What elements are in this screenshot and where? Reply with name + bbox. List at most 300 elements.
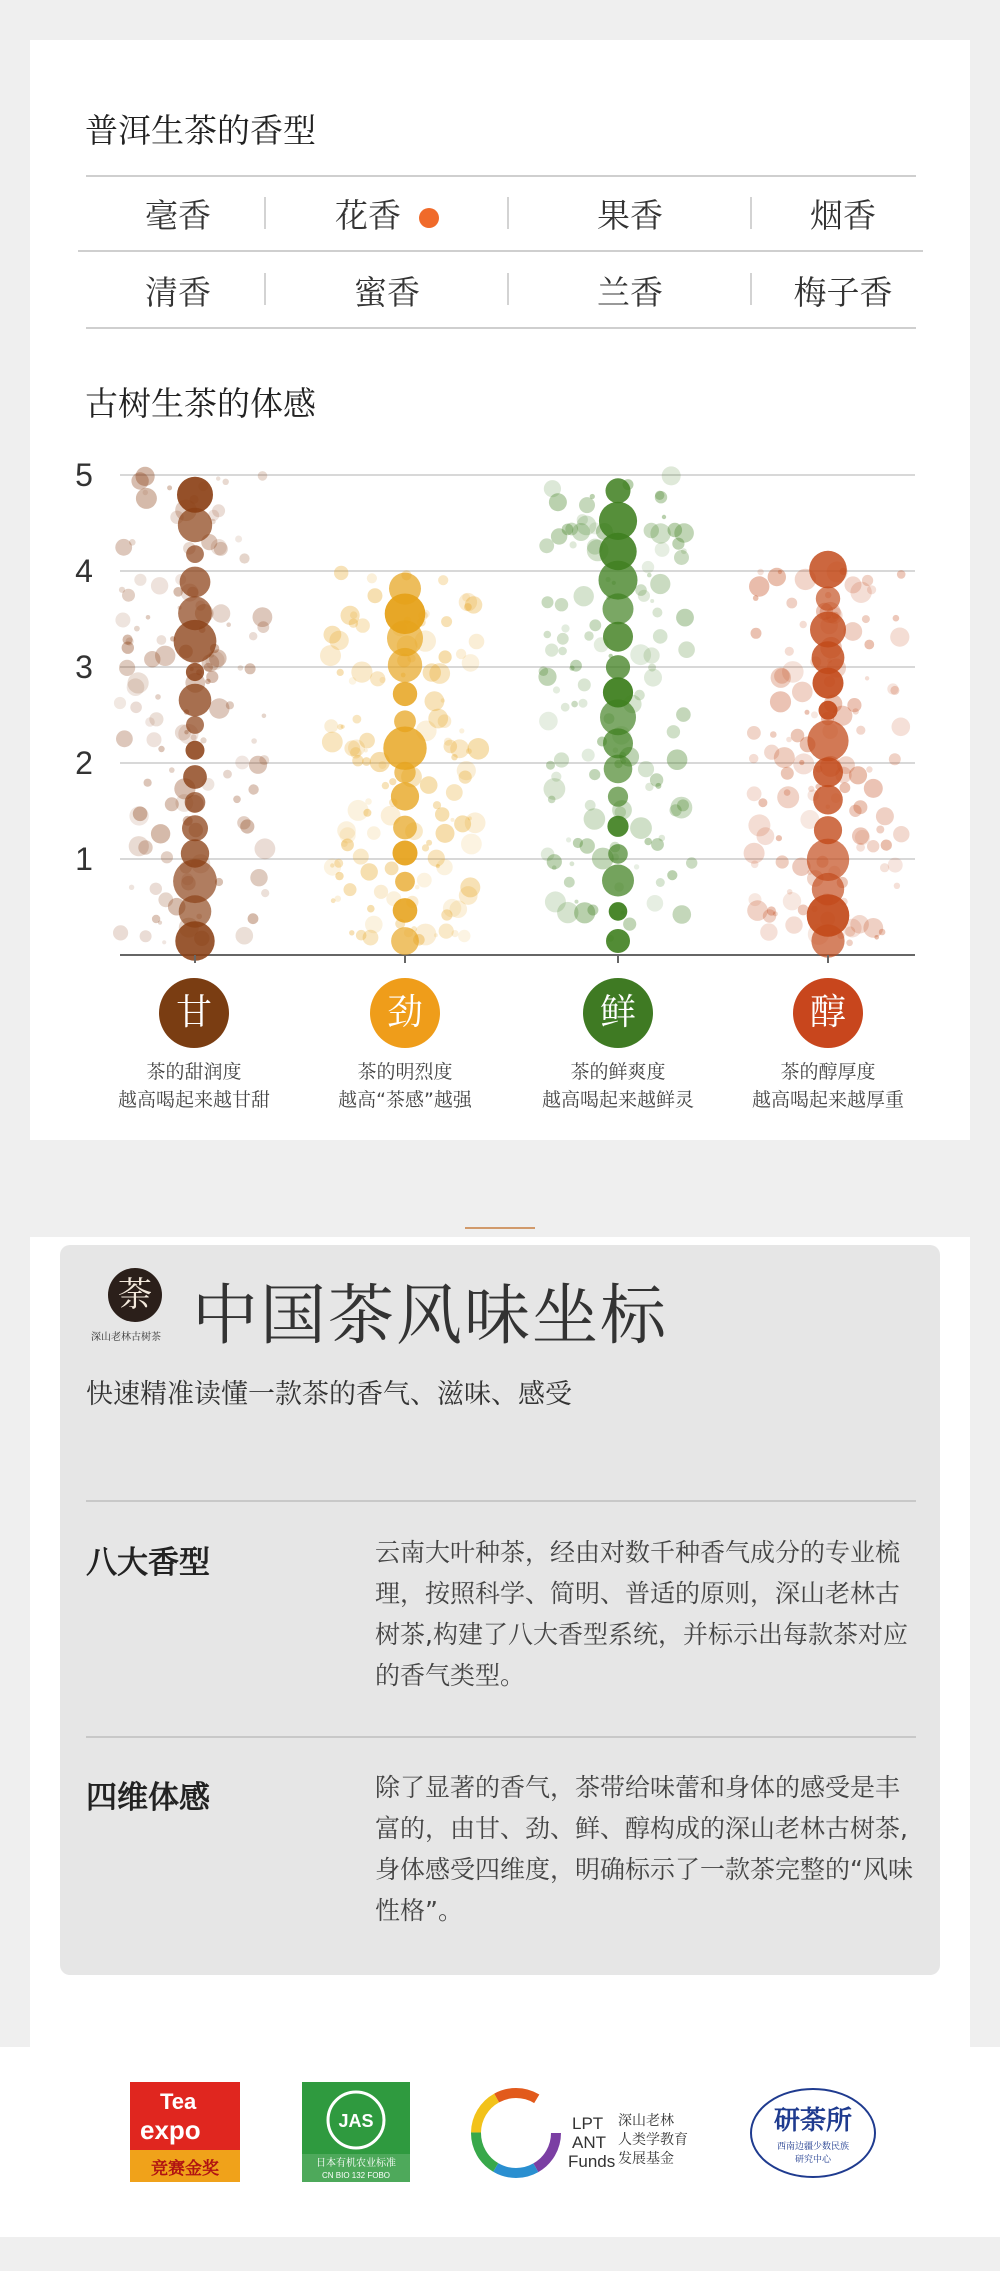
divider (507, 197, 509, 229)
scatter-point (852, 827, 869, 844)
scatter-point (630, 817, 652, 839)
scatter-point (603, 677, 633, 707)
scatter-point (235, 756, 249, 770)
scatter-point (542, 596, 554, 608)
scatter-point (770, 691, 791, 712)
y-tick-label: 1 (75, 841, 93, 877)
lpt-text: LPT (572, 2114, 604, 2133)
tea-expo-text: expo (140, 2115, 201, 2145)
scatter-point (460, 877, 480, 897)
scatter-point (667, 870, 677, 880)
scatter-point (561, 703, 570, 712)
scatter-point (349, 930, 354, 935)
scatter-point (582, 749, 595, 762)
scatter-point (889, 753, 901, 765)
scatter-point (642, 561, 654, 573)
scatter-point (681, 548, 687, 554)
scatter-point (608, 787, 628, 807)
aroma-table (78, 175, 923, 330)
scatter-point (571, 701, 578, 708)
dimension-caption (300, 1058, 510, 1114)
scatter-point (123, 635, 133, 645)
scatter-point (608, 844, 628, 864)
aroma-label: 花香 (335, 196, 401, 235)
scatter-point (450, 900, 468, 918)
certification-footer (0, 2047, 1000, 2237)
aroma-cell: 兰香 (597, 273, 663, 312)
scatter-point (151, 824, 170, 843)
y-tick-label: 3 (75, 649, 93, 685)
scatter-point (747, 726, 761, 740)
scatter-point (240, 819, 254, 833)
scatter-point (770, 731, 777, 738)
aroma-cell-highlighted (287, 190, 487, 237)
scatter-point (846, 940, 853, 947)
scatter-point (393, 841, 418, 866)
y-tick-label: 5 (75, 457, 93, 493)
scatter-point (451, 754, 457, 760)
scatter-point (662, 466, 681, 485)
dimension-xian (513, 978, 723, 1114)
scatter-point (337, 669, 344, 676)
scatter-point (235, 536, 242, 543)
scatter-point (113, 925, 128, 940)
scatter-point (169, 767, 175, 773)
divider (507, 273, 509, 305)
scatter-point (439, 924, 454, 939)
scatter-point (152, 915, 160, 923)
dimension-caption (723, 1058, 933, 1114)
scatter-point (749, 893, 762, 906)
scatter-point (785, 916, 802, 933)
scatter-point (888, 858, 903, 873)
scatter-point (751, 861, 759, 869)
scatter-point (239, 553, 249, 563)
scatter-point (155, 646, 175, 666)
scatter-point (570, 541, 577, 548)
scatter-point (417, 873, 432, 888)
body-sense-chart (0, 440, 1000, 965)
highlight-dot-icon (419, 208, 439, 228)
jas-logo (302, 2082, 410, 2182)
scatter-point (394, 710, 416, 732)
scatter-point (757, 569, 763, 575)
scatter-point (672, 538, 684, 550)
institute-title: 研荼所 (773, 2106, 853, 2136)
scatter-point (805, 710, 810, 715)
scatter-point (147, 732, 162, 747)
scatter-point (539, 666, 549, 676)
scatter-point (158, 746, 164, 752)
scatter-point (391, 927, 419, 955)
scatter-point (367, 573, 377, 583)
scatter-point (393, 816, 417, 840)
scatter-point (223, 479, 229, 485)
scatter-point (329, 631, 348, 650)
scatter-point (635, 584, 647, 596)
scatter-point (238, 665, 244, 671)
scatter-point (876, 807, 894, 825)
scatter-point (223, 770, 232, 779)
scatter-point (255, 838, 276, 859)
scatter-point (236, 927, 254, 945)
scatter-point (816, 586, 840, 610)
divider (86, 327, 916, 329)
scatter-point (561, 624, 569, 632)
scatter-point (150, 883, 162, 895)
tea-expo-logo (130, 2082, 240, 2182)
scatter-point (258, 471, 268, 481)
scatter-point (146, 615, 151, 620)
scatter-point (810, 612, 846, 648)
scatter-point (251, 738, 257, 744)
scatter-point (638, 761, 654, 777)
scatter-point (157, 635, 167, 645)
scatter-point (539, 538, 554, 553)
aroma-cell: 清香 (145, 273, 211, 312)
scatter-point (119, 660, 135, 676)
scatter-point (545, 891, 566, 912)
scatter-point (468, 738, 490, 760)
scatter-point (849, 805, 861, 817)
scatter-point (552, 865, 557, 870)
aroma-section-title: 普洱生茶的香型 (85, 111, 316, 150)
scatter-point (184, 730, 188, 734)
scatter-point (337, 821, 356, 840)
scatter-point (652, 608, 662, 618)
scatter-point (555, 598, 568, 611)
scatter-point (226, 622, 231, 627)
scatter-point (813, 757, 843, 787)
scatter-point (259, 755, 269, 765)
scatter-point (324, 859, 341, 876)
scatter-point (892, 718, 911, 737)
tea-expo-badge: 竞赛金奖 (151, 2159, 219, 2179)
scatter-point (129, 885, 134, 890)
scatter-point (248, 784, 258, 794)
scatter-point (362, 757, 371, 766)
scatter-point (590, 494, 595, 499)
scatter-point (545, 644, 558, 657)
scatter-point (180, 567, 211, 598)
scatter-point (216, 476, 220, 480)
scatter-point (650, 574, 670, 594)
scatter-point (385, 862, 399, 876)
scatter-point (551, 528, 567, 544)
scatter-point (245, 663, 256, 674)
scatter-point (604, 755, 633, 784)
scatter-point (356, 618, 370, 632)
scatter-point (667, 749, 688, 770)
scatter-point (814, 816, 842, 844)
lpt-ant-funds-logo (468, 2081, 698, 2185)
scatter-point (607, 816, 628, 837)
scatter-point (758, 798, 767, 807)
scatter-point (444, 738, 452, 746)
scatter-point (212, 604, 230, 622)
scatter-point (599, 502, 637, 540)
lpt-text: 深山老林 (618, 2113, 674, 2129)
scatter-point (359, 733, 375, 749)
scatter-point (850, 915, 869, 934)
gan-icon: 甘 (159, 978, 229, 1048)
scatter-point (322, 732, 343, 753)
scatter-point (544, 631, 552, 639)
scatter-point (864, 640, 874, 650)
scatter-point (182, 815, 208, 841)
feature-text-body: 除了显著的香气，茶带给味蕾和身体的感受是丰富的，由甘、劲、鲜、醇构成的深山老林古树茶,身体感受四维度，明确标示了一款茶完整的“风味性格”。 (375, 1773, 913, 1925)
scatter-point (249, 632, 257, 640)
scatter-point (894, 883, 900, 889)
scatter-point (554, 752, 569, 767)
scatter-point (122, 589, 135, 602)
scatter-point (897, 570, 906, 579)
scatter-point (764, 745, 779, 760)
scatter-point (140, 930, 152, 942)
tea-expo-text: Tea (160, 2089, 197, 2114)
scatter-point (393, 682, 417, 706)
scatter-point (186, 663, 204, 681)
scatter-point (549, 493, 567, 511)
scatter-point (786, 737, 792, 743)
scatter-point (439, 650, 452, 663)
scatter-point (115, 613, 130, 628)
scatter-point (178, 508, 212, 542)
scatter-point (353, 715, 362, 724)
scatter-point (129, 539, 136, 546)
scatter-point (564, 877, 575, 888)
scatter-point (334, 566, 348, 580)
scatter-point (579, 497, 595, 513)
scatter-point (233, 796, 241, 804)
scatter-point (393, 898, 418, 923)
chun-icon: 醇 (793, 978, 863, 1048)
scatter-point (662, 515, 666, 519)
scatter-point (785, 647, 794, 656)
scatter-point (382, 782, 389, 789)
scatter-point (866, 766, 872, 772)
separator-accent (465, 1227, 535, 1229)
scatter-point (876, 826, 884, 834)
dimension-caption-line: 茶的醇厚度 (780, 1061, 876, 1083)
scatter-point (341, 725, 345, 729)
scatter-point (539, 712, 558, 731)
scatter-point (131, 472, 148, 489)
scatter-point (553, 686, 560, 693)
scatter-point (420, 776, 438, 794)
scatter-point (840, 782, 851, 793)
brand-logo-icon: 荼 (108, 1268, 162, 1322)
scatter-point (747, 786, 762, 801)
scatter-point (185, 792, 206, 813)
scatter-point (650, 523, 670, 543)
scatter-point (151, 577, 168, 594)
scatter-point (760, 923, 777, 940)
divider (86, 175, 916, 177)
research-institute-logo (748, 2085, 878, 2181)
scatter-point (544, 778, 566, 800)
scatter-point (579, 699, 588, 708)
scatter-point (575, 900, 579, 904)
scatter-point (634, 864, 639, 869)
scatter-point (250, 869, 267, 886)
scatter-point (867, 585, 876, 594)
feature-text-aroma: 云南大叶种茶，经由对数千种香气成分的专业梳理，按照科学、简明、普适的原则，深山老林古树茶,构建了八大香型系统，并标示出每款茶对应的香气类型。 (375, 1538, 908, 1690)
scatter-point (383, 727, 426, 770)
scatter-point (784, 789, 791, 796)
scatter-point (781, 767, 794, 780)
dimension-caption-line: 越高喝起来越甘甜 (117, 1089, 270, 1111)
scatter-point (468, 816, 472, 820)
scatter-point (428, 850, 445, 867)
scatter-point (425, 691, 445, 711)
body-section-title: 古树生茶的体感 (85, 384, 316, 423)
scatter-point (466, 748, 472, 754)
series-4 (744, 551, 911, 958)
scatter-point (186, 545, 204, 563)
scatter-point (603, 622, 633, 652)
scatter-point (865, 676, 869, 680)
scatter-point (645, 783, 653, 791)
feature-heading-body: 四维体感 (86, 1780, 210, 1816)
scatter-point (819, 701, 838, 720)
scatter-point (206, 671, 218, 683)
scatter-point (667, 725, 680, 738)
flavor-card-subtitle: 快速精准读懂一款茶的香气、滋味、感受 (86, 1379, 572, 1410)
dimension-jin (300, 978, 510, 1114)
scatter-point (800, 621, 807, 628)
divider (86, 1736, 916, 1738)
scatter-point (580, 838, 595, 853)
lpt-text: 人类学教育 (618, 2132, 688, 2148)
scatter-point (458, 930, 470, 942)
scatter-point (763, 909, 776, 922)
scatter-point (395, 872, 415, 892)
scatter-point (644, 669, 662, 687)
scatter-point (469, 634, 485, 650)
scatter-point (162, 940, 166, 944)
scatter-point (606, 929, 630, 953)
feature-heading-aroma: 八大香型 (86, 1545, 210, 1581)
scatter-point (144, 779, 152, 787)
scatter-point (589, 769, 600, 780)
scatter-point (881, 840, 892, 851)
scatter-point (656, 878, 665, 887)
scatter-point (200, 737, 206, 743)
scatter-point (558, 647, 567, 656)
scatter-point (423, 663, 441, 681)
scatter-point (753, 595, 759, 601)
scatter-point (602, 865, 634, 897)
scatter-point (436, 824, 455, 843)
scatter-point (253, 607, 273, 627)
scatter-point (644, 647, 660, 663)
scatter-point (116, 730, 133, 747)
scatter-point (811, 711, 818, 718)
scatter-point (893, 615, 900, 622)
scatter-point (134, 574, 146, 586)
flavor-card-title: 中国茶风味坐标 (192, 1277, 668, 1354)
scatter-point (165, 797, 179, 811)
scatter-point (127, 678, 145, 696)
scatter-point (389, 573, 421, 605)
scatter-point (363, 930, 379, 946)
scatter-point (676, 609, 694, 627)
scatter-point (389, 778, 396, 785)
dimension-gan (89, 978, 299, 1114)
scatter-point (462, 654, 480, 672)
scatter-point (893, 826, 909, 842)
scatter-point (587, 905, 598, 916)
scatter-point (749, 754, 758, 763)
scatter-point (209, 698, 229, 718)
scatter-point (768, 568, 786, 586)
scatter-point (757, 827, 775, 845)
scatter-point (341, 839, 354, 852)
brand-logo-caption: 深山老林古树茶 (91, 1332, 161, 1343)
scatter-point (459, 593, 477, 611)
scatter-point (438, 575, 448, 585)
scatter-point (774, 668, 790, 684)
lpt-text: 发展基金 (618, 2151, 674, 2167)
scatter-point (350, 611, 357, 618)
scatter-point (808, 786, 814, 792)
scatter-point (686, 857, 697, 868)
scatter-point (655, 491, 664, 500)
scatter-point (584, 808, 606, 830)
scatter-point (422, 844, 429, 851)
scatter-point (887, 683, 898, 694)
scatter-point (459, 728, 464, 733)
scatter-point (391, 782, 419, 810)
scatter-point (577, 514, 588, 525)
scatter-point (856, 726, 865, 735)
scatter-point (792, 682, 813, 703)
scatter-point (647, 895, 664, 912)
scatter-point (867, 840, 879, 852)
scatter-point (751, 628, 762, 639)
scatter-point (655, 542, 670, 557)
series-2 (320, 566, 489, 955)
scatter-point (177, 477, 213, 513)
scatter-point (879, 929, 886, 936)
dimension-caption (513, 1058, 723, 1114)
scatter-point (435, 807, 449, 821)
scatter-point (570, 660, 582, 672)
scatter-point (368, 588, 383, 603)
scatter-point (606, 655, 630, 679)
dimension-chun (723, 978, 933, 1114)
scatter-point (778, 570, 782, 574)
y-tick-label: 2 (75, 745, 93, 781)
scatter-point (644, 838, 652, 846)
scatter-point (179, 684, 212, 717)
scatter-point (853, 708, 859, 714)
institute-sub: 西南边疆少数民族 (776, 2142, 850, 2152)
scatter-point (451, 818, 455, 822)
scatter-point (167, 485, 172, 490)
scatter-point (415, 885, 420, 890)
dimension-caption-line: 越高喝起来越厚重 (751, 1089, 904, 1111)
scatter-point (178, 596, 212, 630)
scatter-point (143, 490, 148, 495)
scatter-point (799, 760, 804, 765)
scatter-point (566, 837, 571, 842)
scatter-point (749, 576, 769, 596)
scatter-point (441, 616, 452, 627)
scatter-point (786, 598, 797, 609)
scatter-point (670, 804, 682, 816)
